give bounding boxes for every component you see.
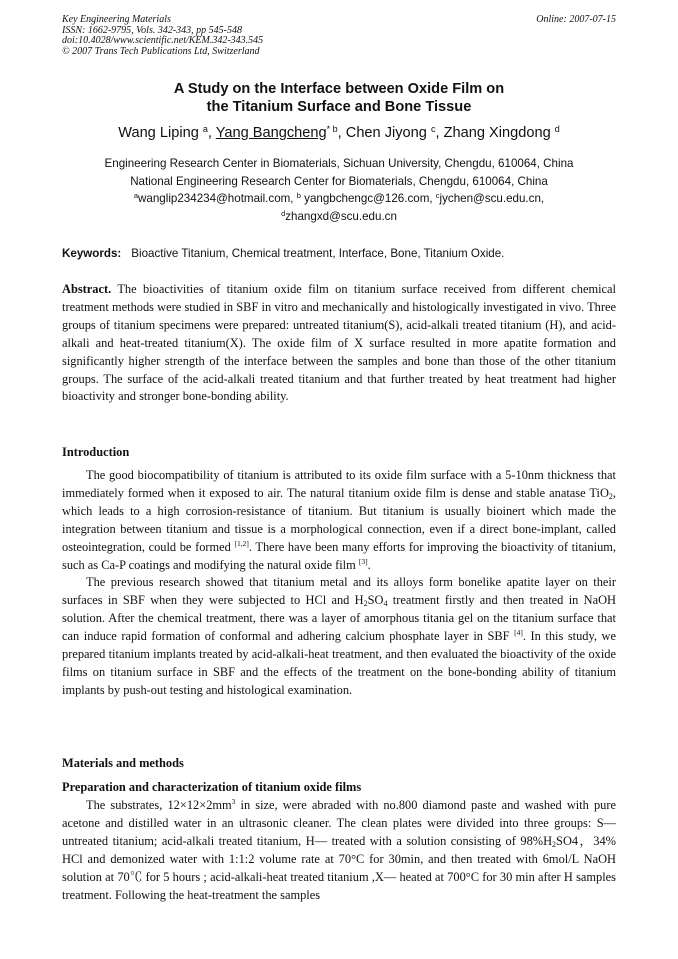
email-d[interactable]: zhangxd@scu.edu.cn [285, 209, 397, 223]
citation[interactable]: [1,2] [234, 538, 249, 548]
email-line: $^d$zhangxd@scu.edu.cn [281, 208, 397, 223]
methods-heading: Materials and methods [62, 756, 184, 770]
introduction-heading: Introduction [62, 445, 130, 459]
affiliation-line: Engineering Research Center in Biomaterials, Sichuan University, Chengdu, 610064, China [104, 157, 574, 170]
affiliation-line: National Engineering Research Center for Biomaterials, Chengdu, 610064, China [130, 174, 548, 188]
author-name: Zhang Xingdong [443, 125, 551, 141]
email-c[interactable]: jychen@scu.edu.cn, [439, 192, 545, 206]
paragraph: The substrates, $12\times 12\times 2mm^3$ in size, were abraded with no.800 diamond paste and washed with pure acetone and distilled water in an ultrasonic cleaner. The clean plates were divided into three groups: S— untreated titanium; acid-alkali treated titanium, H— treated with a solution consisting of $98\%H_2SO4$，34% HCl and demonized water with 1:1:2 volume rate at 70°C for 30min, and then treated with 6mol/L NaOH solution at 70℃ for 5 hours ; acid-alkali-heat treated titanium ,X— heated at 700°C for 30 min after H samples treatment. Following the heat-treatment the samples [62, 797, 617, 902]
author-affil-mark: * b [326, 124, 338, 134]
introduction-body [62, 467, 616, 700]
keywords-text: Bioactive Titanium, Chemical treatment, Interface, Bone, Titanium Oxide. [131, 247, 505, 260]
copyright-line: © 2007 Trans Tech Publications Ltd, Switzerland [62, 45, 260, 57]
author-list: Wang Liping $^a$, Yang Bangcheng$^{* b}$, Chen Jiyong $^c$, Zhang Xingdong $^d$ [118, 124, 560, 141]
corresponding-author-name: Yang Bangcheng [215, 125, 327, 141]
keywords-label: Keywords: [62, 247, 122, 260]
author-affil-mark: d [554, 124, 560, 134]
email-line: $^a$wanglip234234@hotmail.com, $^b$ yangbchengc@126.com, $^c$jychen@scu.edu.cn, [133, 191, 545, 206]
author-affil-mark: c [430, 124, 436, 134]
methods-subheading: Preparation and characterization of titanium oxide films [62, 780, 362, 794]
email-b[interactable]: yangbchengc@126.com, [300, 192, 436, 206]
keywords [62, 246, 616, 262]
abstract-label: Abstract. [62, 282, 112, 296]
online-date: Online: 2007-07-15 [536, 14, 616, 25]
abstract-text: The bioactivities of titanium oxide film on titanium surface received from different chemical treatment methods were studied in SBF in vitro and mechanically and histologically investigated in vivo. Three groups of titanium specimens were prepared: untreated titanium(S), acid-alkali treated titanium (H), and acid-alkali and heat-treated titanium(X). The oxide film of X surface resulted in more apatite formation and significantly higher strength of the interface between the samples and bone than those of the other titanium groups. The surface of the acid-alkali treated titanium and that further treated by heat treatment had higher bioactivity and stronger bone-bonding ability. [62, 282, 616, 404]
email-a[interactable]: wanglip234234@hotmail.com, [138, 192, 297, 206]
title-line-2: the Titanium Surface and Bone Tissue [206, 99, 472, 115]
journal-header [62, 15, 616, 57]
methods-body [62, 797, 616, 904]
paragraph: The good biocompatibility of titanium is attributed to its oxide film surface with a 5-10nm thickness that immediately formed when it exposed to air. The natural titanium oxide film is dense and stable anatase TiO$_2$, which leads to a high corrosion-resistance of titanium. But titanium is usually bioinert which made the integration between titanium and tissue is a morphological connection, even if a direct bone-implant, called osteointegration, could be formed [1,2]. There have been many efforts for improving the bioactivity of titanium, such as Ca-P coatings and modifying the natural oxide film [3]. [62, 468, 617, 572]
citation[interactable]: [4] [514, 628, 523, 638]
title-line-1: A Study on the Interface between Oxide Film on [173, 81, 505, 97]
author-name: Chen Jiyong [345, 125, 427, 141]
journal-name: Key Engineering Materials [62, 14, 171, 25]
author-affil-mark: a [202, 124, 208, 134]
issn-line: ISSN: 1662-9795, Vols. 342-343, pp 545-548 [62, 24, 242, 36]
abstract [62, 281, 616, 406]
paper-title [62, 80, 616, 116]
affiliations [62, 155, 616, 225]
doi-line[interactable]: doi:10.4028/www.scientific.net/KEM.342-343.545 [62, 35, 264, 46]
paragraph: The previous research showed that titanium metal and its alloys form bonelike apatite layer on their surfaces in SBF when they were subjected to HCl and $H_2SO_4$ treatment firstly and then treated in NaOH solution. After the chemical treatment, there was a layer of amorphous titania gel on the titanium surface that can induce rapid formation of conformal and adhering calcium phosphate layer in SBF [4]. In this study, we prepared titanium implants treated by acid-alkali-heat treatment, and then evaluated the bioactivity of the oxide films on titanium surface in SBF and the effects of the treatment on the bone-bonding ability of titanium implants by push-out testing and histological examination. [62, 575, 616, 697]
author-name: Wang Liping [118, 125, 199, 141]
citation[interactable]: [3] [358, 556, 368, 566]
